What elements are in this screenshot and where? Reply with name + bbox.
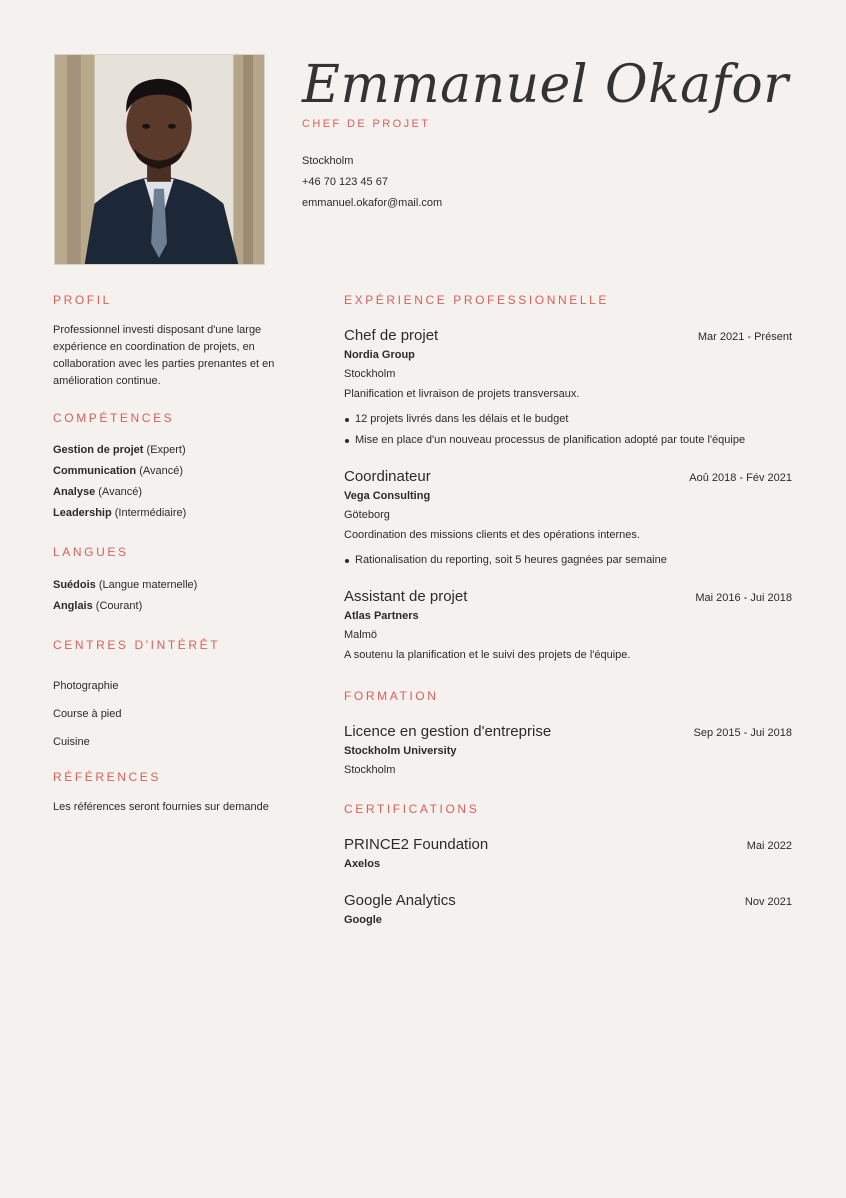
profile-heading: PROFIL bbox=[53, 293, 112, 307]
languages-list bbox=[53, 575, 293, 617]
header bbox=[302, 56, 822, 214]
left-column bbox=[53, 293, 293, 837]
references-section bbox=[53, 770, 293, 816]
entry-date: Aoû 2018 - Fév 2021 bbox=[689, 472, 792, 484]
entry-title: PRINCE2 Foundation bbox=[344, 836, 489, 853]
skills-list bbox=[53, 440, 293, 524]
entry-description: A soutenu la planification et le suivi des projets de l'équipe. bbox=[344, 649, 631, 661]
entry-description: Planification et livraison de projets transversaux. bbox=[344, 388, 580, 400]
entry-location: Göteborg bbox=[344, 509, 390, 521]
list-item: Mise en place d'un nouveau processus de planification adopté par toute l'équipe bbox=[355, 430, 792, 451]
contact-info bbox=[302, 151, 822, 214]
list-item bbox=[53, 440, 293, 461]
entry-org: Axelos bbox=[344, 858, 381, 870]
entry-date: Sep 2015 - Jui 2018 bbox=[693, 727, 792, 739]
skill-name: Communication bbox=[53, 465, 137, 477]
job-title: CHEF DE PROJET bbox=[302, 118, 431, 130]
list-item: Photographie bbox=[53, 680, 119, 692]
language-level: (Langue maternelle) bbox=[98, 579, 198, 591]
experience-entry bbox=[344, 326, 792, 451]
experience-heading: EXPÉRIENCE PROFESSIONNELLE bbox=[344, 293, 609, 307]
entry-date: Mai 2022 bbox=[746, 840, 792, 852]
right-column bbox=[344, 293, 792, 930]
entry-org: Atlas Partners bbox=[344, 610, 419, 622]
education-heading: FORMATION bbox=[344, 689, 439, 703]
entry-location: Stockholm bbox=[344, 368, 396, 380]
language-name: Suédois bbox=[53, 579, 96, 591]
entry-bullets bbox=[344, 409, 792, 451]
profile-photo bbox=[54, 54, 265, 265]
contact-city: Stockholm bbox=[302, 155, 354, 167]
entry-title: Coordinateur bbox=[344, 468, 431, 485]
entry-title: Licence en gestion d'entreprise bbox=[344, 723, 552, 740]
list-item bbox=[53, 461, 293, 482]
entry-title: Chef de projet bbox=[344, 327, 439, 344]
certification-entry bbox=[344, 891, 792, 930]
list-item bbox=[53, 482, 293, 503]
languages-heading: LANGUES bbox=[53, 545, 129, 559]
interests-list bbox=[53, 672, 293, 756]
language-name: Anglais bbox=[53, 600, 93, 612]
list-item bbox=[53, 596, 293, 617]
profile-section bbox=[53, 293, 293, 390]
skill-name: Leadership bbox=[53, 507, 112, 519]
entry-location: Stockholm bbox=[344, 764, 396, 776]
language-level: (Courant) bbox=[95, 600, 143, 612]
skill-level: (Expert) bbox=[146, 444, 186, 456]
list-item: Cuisine bbox=[53, 736, 90, 748]
experience-entry bbox=[344, 467, 792, 571]
skill-level: (Intermédiaire) bbox=[114, 507, 187, 519]
contact-phone: +46 70 123 45 67 bbox=[302, 176, 388, 188]
entry-title: Google Analytics bbox=[344, 892, 456, 909]
entry-org: Nordia Group bbox=[344, 349, 415, 361]
skill-name: Analyse bbox=[53, 486, 96, 498]
contact-email: emmanuel.okafor@mail.com bbox=[302, 197, 443, 209]
list-item bbox=[53, 575, 293, 596]
entry-org: Google bbox=[344, 914, 382, 926]
entry-date: Mar 2021 - Présent bbox=[697, 331, 792, 343]
experience-entry bbox=[344, 587, 792, 666]
entry-date: Mai 2016 - Jui 2018 bbox=[695, 592, 792, 604]
languages-section bbox=[53, 545, 293, 617]
skills-heading: COMPÉTENCES bbox=[53, 411, 175, 425]
entry-date: Nov 2021 bbox=[744, 896, 792, 908]
certifications-heading: CERTIFICATIONS bbox=[344, 802, 480, 816]
entry-location: Malmö bbox=[344, 629, 378, 641]
certification-entry bbox=[344, 835, 792, 874]
list-item: Course à pied bbox=[53, 708, 122, 720]
entry-title: Assistant de projet bbox=[344, 588, 468, 605]
skills-section bbox=[53, 411, 293, 524]
skill-name: Gestion de projet bbox=[53, 444, 144, 456]
references-heading: RÉFÉRENCES bbox=[53, 770, 162, 784]
entry-org: Vega Consulting bbox=[344, 490, 431, 502]
skill-level: (Avancé) bbox=[139, 465, 184, 477]
entry-bullets bbox=[344, 550, 792, 571]
list-item: Rationalisation du reporting, soit 5 heures gagnées par semaine bbox=[355, 550, 792, 571]
list-item: 12 projets livrés dans les délais et le budget bbox=[355, 409, 792, 430]
portrait-image bbox=[55, 55, 264, 264]
skill-level: (Avancé) bbox=[98, 486, 143, 498]
education-entry bbox=[344, 722, 792, 780]
profile-text: Professionnel investi disposant d'une large expérience en coordination de projets, en collaboration avec les parties prenantes et en amélioration continue. bbox=[53, 324, 275, 387]
references-text: Les références seront fournies sur demande bbox=[53, 801, 269, 813]
full-name: Emmanuel Okafor bbox=[302, 55, 789, 115]
list-item bbox=[53, 503, 293, 524]
interests-heading: CENTRES D'INTÉRÊT bbox=[53, 638, 221, 652]
entry-org: Stockholm University bbox=[344, 745, 457, 757]
interests-section bbox=[53, 638, 293, 756]
entry-description: Coordination des missions clients et des opérations internes. bbox=[344, 529, 640, 541]
